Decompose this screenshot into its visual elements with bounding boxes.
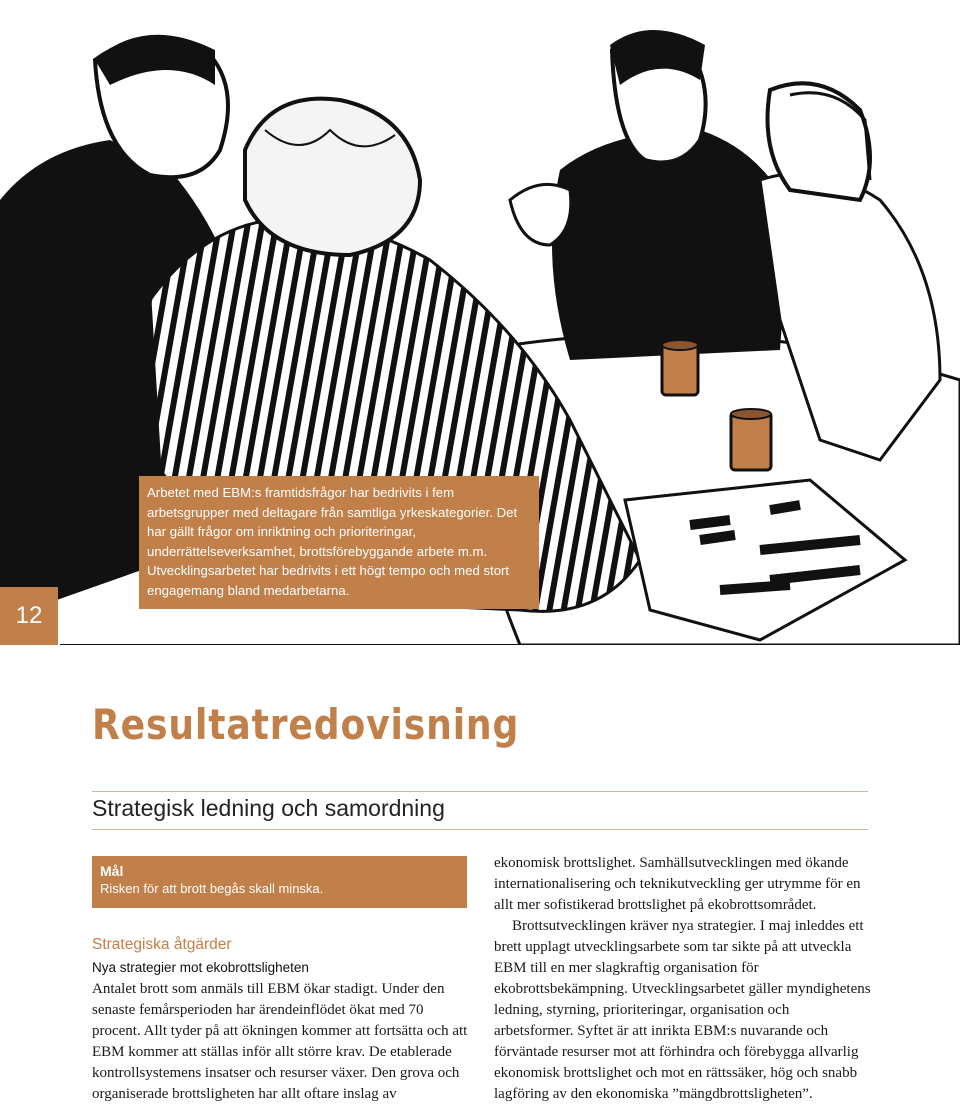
- strategic-heading: Strategiska åtgärder: [92, 936, 232, 953]
- illustration-caption: Arbetet med EBM:s framtidsfrågor har bedrivits i fem arbetsgrupper med deltagare från samtliga yrkeskategorier. Det har gällt frågor om inriktning och prioriteringar, underrättelseverksamhet, brottsförebyggande arbete m.m. Utvecklingsarbetet har bedrivits i ett högt tempo och med stort engagemang bland medarbetarna.: [139, 476, 539, 609]
- section-heading: Strategisk ledning och samordning: [92, 795, 445, 821]
- right-paragraph-1: ekonomisk brottslighet. Samhällsutvecklingen med ökande internationalisering och teknikutveckling ger utrymme för en allt mer sofistikerad brottslighet på ekobrottsområdet.: [494, 855, 861, 913]
- strategic-subheading: Nya strategier mot ekobrottsligheten: [92, 960, 309, 975]
- goal-box: [92, 856, 467, 908]
- page-title: Resultatredovisning: [92, 700, 520, 749]
- section-rule-top: [92, 791, 868, 792]
- strategic-paragraph: Antalet brott som anmäls till EBM ökar stadigt. Under den senaste femårsperioden har ärendeinflödet ökat med 70 procent. Allt tyder på att ökningen kommer att fortsätta och att EBM kommer att ställas inför allt större krav. De etablerade kontrollsystemens insatser och resurser växer. Den grova och organiserade brottsligheten har allt oftare inslag av: [92, 981, 468, 1102]
- goal-text: Risken för att brott begås skall minska.: [100, 881, 324, 896]
- right-paragraph-2: Brottsutvecklingen kräver nya strategier. I maj inleddes ett brett upplagt utvecklingsarbete som tar sikte på att utveckla EBM till en mer slagkraftig organisation för ekobrottsbekämpning. Utvecklingsarbetet gäller myndighetens ledning, styrning, prioriteringar, organisation och arbetsformer. Syftet är att inrikta EBM:s nuvarande och förväntade resurser mot att förhindra och förebygga allvarlig ekonomisk brottslighet och mot en rättssäker, hög och snabb lagföring av den ekonomiska ”mängdbrottsligheten”.: [494, 918, 871, 1102]
- page-number: 12: [0, 587, 58, 645]
- section-rule-bottom: [92, 829, 868, 830]
- goal-label: Mål: [100, 863, 124, 879]
- right-column: [494, 853, 872, 1105]
- left-column: [92, 936, 472, 1105]
